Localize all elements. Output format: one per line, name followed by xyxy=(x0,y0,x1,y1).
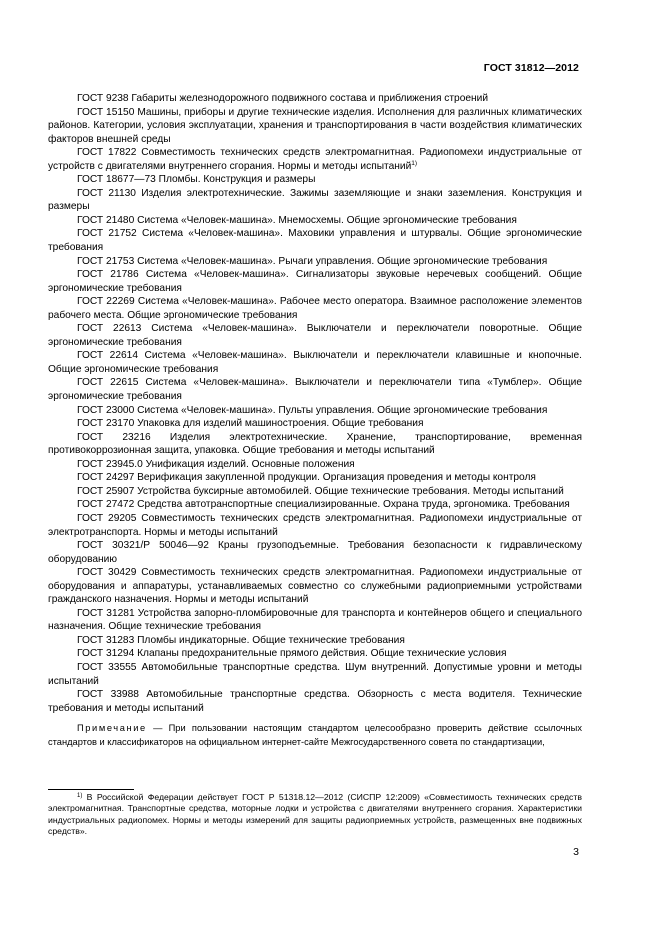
reference-entry: ГОСТ 31281 Устройства запорно-пломбировочные для транспорта и контейнеров общего и специального назначения. Общие технические требования xyxy=(48,607,582,633)
reference-entry: ГОСТ 31294 Клапаны предохранительные прямого действия. Общие технические условия xyxy=(77,648,507,660)
reference-entry: ГОСТ 22613 Система «Человек-машина». Выключатели и переключатели поворотные. Общие эргономические требования xyxy=(48,323,582,348)
footnote-marker: 1) xyxy=(77,793,83,799)
reference-entry: ГОСТ 31283 Пломбы индикаторные. Общие технические требования xyxy=(77,634,405,646)
note-text: — При пользовании настоящим стандартом целесообразно проверить действие ссылочных стандартов и классификаторов на официальном интернет-сайте Межгосударственного совета по стандартизации, xyxy=(48,723,582,747)
reference-entry: ГОСТ 23945.0 Унификация изделий. Основные положения xyxy=(77,458,355,470)
note-paragraph xyxy=(48,722,582,749)
footnote xyxy=(48,792,582,837)
footnote-ref[interactable]: 1) xyxy=(411,159,418,167)
reference-entry: ГОСТ 18677—73 Пломбы. Конструкция и размеры xyxy=(77,174,316,186)
reference-entry: ГОСТ 22615 Система «Человек-машина». Выключатели и переключатели типа «Тумблер». Общие эргономические требования xyxy=(48,377,582,403)
reference-entry: ГОСТ 23000 Система «Человек-машина». Пульты управления. Общие эргономические требования xyxy=(77,404,548,416)
reference-entry: ГОСТ 21480 Система «Человек-машина». Мнемосхемы. Общие эргономические требования xyxy=(77,214,517,226)
reference-entry: ГОСТ 29205 Совместимость технических средств электромагнитная. Радиопомехи индустриальные от электротранспорта. Нормы и методы испытаний xyxy=(48,512,582,538)
reference-entry: ГОСТ 21130 Изделия электротехнические. Зажимы заземляющие и знаки заземления. Конструкция и размеры xyxy=(48,187,582,213)
reference-entry: ГОСТ 17822 Совместимость технических средств электромагнитная. Радиопомехи индустриальные от устройств с двигателями внутреннего сгорания. Нормы и методы испытаний$^{1)}$ xyxy=(48,147,582,172)
reference-entry: ГОСТ 23170 Упаковка для изделий машиностроения. Общие требования xyxy=(77,418,424,430)
footnote-divider xyxy=(48,789,134,790)
reference-entry: ГОСТ 21752 Система «Человек-машина». Маховики управления и штурвалы. Общие эргономические требования xyxy=(48,228,582,254)
reference-entry: ГОСТ 24297 Верификация закупленной продукции. Организация проведения и методы контроля xyxy=(77,472,536,484)
reference-entry: ГОСТ 30429 Совместимость технических средств электромагнитная. Радиопомехи индустриальные от оборудования и аппаратуры, устанавливаемых совместно со служебными радиоприемными устройствами гражданского назначения. Нормы и методы испытаний xyxy=(48,567,582,606)
reference-entry: ГОСТ 21786 Система «Человек-машина». Сигнализаторы звуковые неречевых сообщений. Общие эргономические требования xyxy=(48,269,582,294)
reference-entry: ГОСТ 15150 Машины, приборы и другие технические изделия. Исполнения для различных климатических районов. Категории, условия эксплуатации, хранения и транспортирования в части воздействия климатических факторов внешней среды xyxy=(48,106,582,145)
normative-references-list xyxy=(48,92,582,749)
footnote-text: В Российской Федерации действует ГОСТ Р 51318.12—2012 (СИСПР 12:2009) «Совместимость технических средств электромагнитная. Транспортные средства, моторные лодки и устройства с двигателями внутреннего сгорания. Характеристики индустриальных радиопомех. Нормы и методы измерений для защиты радиоприемных устройств, размещенных вне подвижных средств». xyxy=(48,792,582,836)
reference-entry: ГОСТ 33555 Автомобильные транспортные средства. Шум внутренний. Допустимые уровни и методы испытаний xyxy=(48,661,582,687)
reference-entry: ГОСТ 30321/Р 50046—92 Краны грузоподъемные. Требования безопасности к гидравлическому оборудованию xyxy=(48,540,582,565)
reference-entry: ГОСТ 33988 Автомобильные транспортные средства. Обзорность с места водителя. Технические требования и методы испытаний xyxy=(48,689,582,714)
note-label: Примечание xyxy=(77,723,147,734)
document-header: ГОСТ 31812—2012 xyxy=(483,62,579,74)
reference-entry: ГОСТ 25907 Устройства буксирные автомобилей. Общие технические требования. Методы испытаний xyxy=(77,485,564,497)
reference-entry: ГОСТ 23216 Изделия электротехнические. Хранение, транспортирование, временная противокоррозионная защита, упаковка. Общие требования и методы испытаний xyxy=(48,431,582,457)
reference-entry: ГОСТ 21753 Система «Человек-машина». Рычаги управления. Общие эргономические требования xyxy=(77,255,548,267)
reference-entry: ГОСТ 9238 Габариты железнодорожного подвижного состава и приближения строений xyxy=(77,93,489,104)
page-number: 3 xyxy=(573,846,579,858)
reference-entry: ГОСТ 22614 Система «Человек-машина». Выключатели и переключатели клавишные и кнопочные. Общие эргономические требования xyxy=(48,350,582,375)
reference-entry: ГОСТ 27472 Средства автотранспортные специализированные. Охрана труда, эргономика. Требования xyxy=(77,499,570,511)
reference-entry: ГОСТ 22269 Система «Человек-машина». Рабочее место оператора. Взаимное расположение элементов рабочего места. Общие эргономические требования xyxy=(48,296,582,321)
